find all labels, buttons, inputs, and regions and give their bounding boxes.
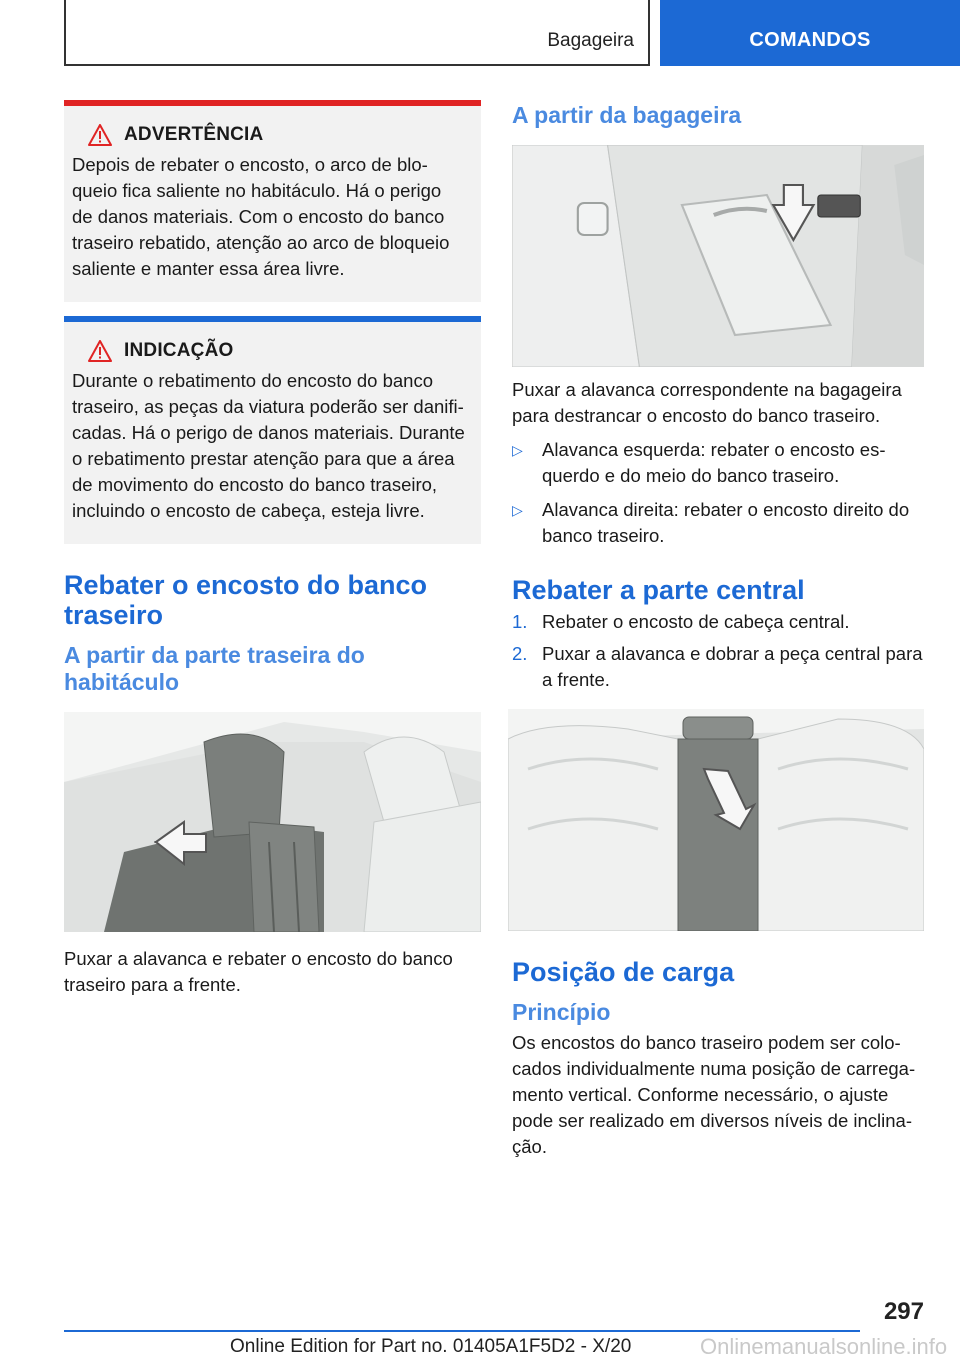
- footer-divider: [64, 1330, 860, 1332]
- indication-box: [64, 316, 481, 544]
- right-column: [512, 102, 924, 1160]
- subheading-from-trunk: A partir da bagageira: [512, 102, 742, 128]
- bullet-triangle-icon: ▷: [512, 442, 523, 458]
- list-item: 2. Puxar a alavanca e dobrar a peça central para a frente.: [512, 643, 923, 690]
- principle-text: Os encostos do banco traseiro podem ser colo- cados individualmente numa posição de carrega- mento vertical. Conforme necessário, o ajuste pode ser realizado em diversos níveis de inclina- ção.: [512, 1032, 916, 1157]
- indication-text: Durante o rebatimento do encosto do banco traseiro, as peças da viatura poderão ser danifi- cadas. Há o perigo de danos materiais. Durante o rebatimento prestar atenção para que a área de movimento do encosto do banco traseiro, incluindo o encosto de cabeça, esteja livre.: [72, 370, 465, 521]
- header-section-box: [64, 0, 650, 66]
- header-section-title: Bagageira: [547, 30, 634, 51]
- caution-triangle-icon: [88, 340, 112, 362]
- bullet-triangle-icon: ▷: [512, 502, 523, 518]
- warning-title: ADVERTÊNCIA: [124, 124, 264, 145]
- list-item: 1. Rebater o encosto de cabeça central.: [512, 611, 850, 632]
- heading-load-position: Posição de carga: [512, 957, 735, 987]
- figure-center-section: [508, 709, 924, 931]
- caption-rear-cabin: Puxar a alavanca e rebater o encosto do banco traseiro para a frente.: [64, 948, 453, 995]
- caption-trunk: Puxar a alavanca correspondente na bagageira para destrancar o encosto do banco traseiro.: [512, 379, 902, 426]
- subheading-from-rear-cabin: A partir da parte traseira do habitáculo: [64, 642, 365, 695]
- list-item: ▷ Alavanca esquerda: rebater o encosto es- querdo e do meio do banco traseiro.: [512, 439, 886, 486]
- lever-list: [512, 437, 924, 549]
- subheading-principle: Princípio: [512, 999, 611, 1025]
- warning-box: [64, 100, 481, 302]
- indication-title: INDICAÇÃO: [124, 340, 234, 361]
- page-number: 297: [883, 1298, 924, 1325]
- steps-list: [512, 609, 924, 693]
- figure-rear-seat-lever: [64, 712, 481, 932]
- warning-text: Depois de rebater o encosto, o arco de blo- queio fica saliente no habitáculo. Há o perigo de danos materiais. Com o encosto do banco traseiro rebatido, atenção ao arco de bloqueio saliente e manter essa área livre.: [72, 154, 450, 279]
- heading-fold-center: Rebater a parte central: [512, 575, 805, 605]
- figure-trunk-lever: [512, 145, 924, 367]
- left-column: [64, 100, 481, 998]
- header-chapter-tab: COMANDOS: [660, 0, 960, 66]
- list-item: ▷ Alavanca direita: rebater o encosto direito do banco traseiro.: [512, 499, 910, 546]
- warning-triangle-icon: [88, 124, 112, 146]
- footer-edition: Online Edition for Part no. 01405A1F5D2 - X/20: [230, 1336, 632, 1357]
- footer-watermark: Onlinemanualsonline.info: [700, 1334, 948, 1359]
- heading-fold-backrest: Rebater o encosto do banco traseiro: [64, 570, 428, 630]
